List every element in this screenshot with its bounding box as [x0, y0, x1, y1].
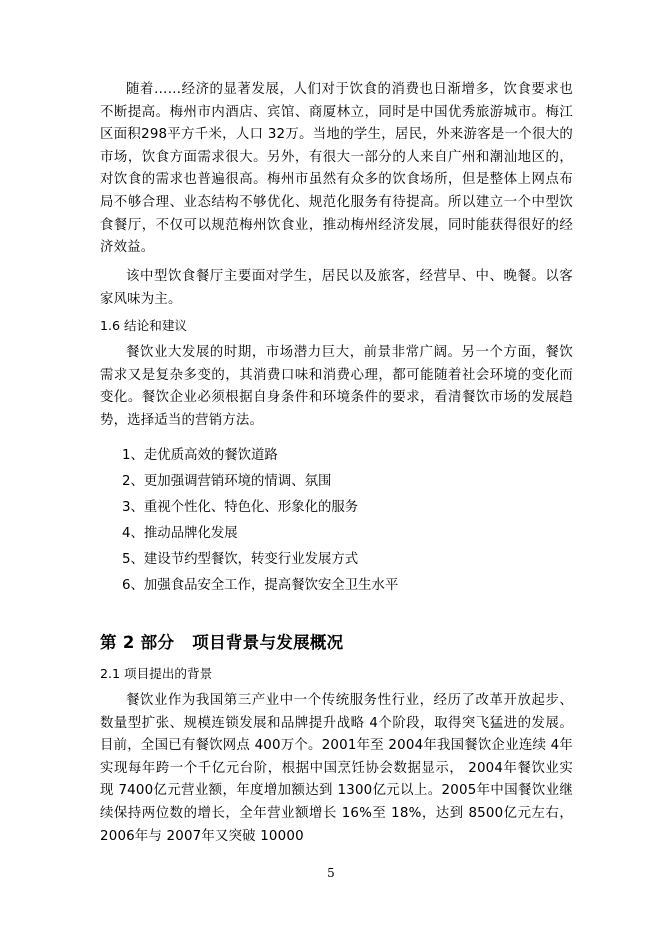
list-item: 3、重视个性化、特色化、形象化的服务	[122, 500, 359, 515]
list-item: 6、加强食品安全工作，提高餐饮安全卫生水平	[122, 578, 399, 593]
list-item: 1、走优质高效的餐饮道路	[122, 448, 278, 463]
chapter-heading	[100, 630, 343, 656]
chapter-title: 项目背景与发展概况	[192, 633, 344, 652]
section-heading-2-1: 2.1 项目提出的背景	[100, 666, 213, 681]
paragraph-target-customers: 该中型饮食餐厅主要面对学生，居民以及旅客，经营早、中、晚餐。以客家风味为主。	[100, 269, 573, 307]
section-heading-1-6: 1.6 结论和建议	[100, 318, 188, 333]
list-item: 2、更加强调营销环境的情调、氛围	[122, 474, 332, 489]
paragraph-project-background: 餐饮业作为我国第三产业中一个传统服务性行业，经历了改革开放起步、数量型扩张、规模连锁发展和品牌提升战略 4个阶段，取得突飞猛进的发展。目前，全国已有餐饮网点 400万个。2001年至 2004年我国餐饮企业连续 4年实现每年跨一个千亿元台阶，根据中国烹饪协会数据显示， 2004年餐饮业实现 7400亿元营业额，年度增加额达到 1300亿元以上。2005年中国餐饮业继续保持两位数的增长，全年营业额增长 16%至 18%，达到 8500亿元左右，2006年与 2007年又突破 10000	[100, 693, 573, 844]
list-item: 4、推动品牌化发展	[122, 526, 238, 541]
list-item: 5、建设节约型餐饮，转变行业发展方式	[122, 552, 359, 567]
page-number: 5	[327, 866, 335, 880]
paragraph-market-background: 随着……经济的显著发展，人们对于饮食的消费也日渐增多，饮食要求也不断提高。梅州市内酒店、宾馆、商厦林立，同时是中国优秀旅游城市。梅江区面积298平方千米，人口 32万。当地的学生，居民，外来游客是一个很大的市场，饮食方面需求很大。另外，有很大一部分的人来自广州和潮汕地区的，对饮食的需求也普遍很高。梅州市虽然有众多的饮食场所，但是整体上网点布局不够合理、业态结构不够优化、规范化服务有待提高。所以建立一个中型饮食餐厅，不仅可以规范梅州饮食业，推动梅州经济发展，同时能获得很好的经济效益。	[100, 82, 573, 256]
paragraph-conclusion: 餐饮业大发展的时期，市场潜力巨大，前景非常广阔。另一个方面，餐饮需求又是复杂多变的，其消费口味和消费心理，都可能随着社会环境的变化而变化。餐饮企业必须根据自身条件和环境条件的要求，看清餐饮市场的发展趋势，选择适当的营销方法。	[100, 345, 573, 428]
chapter-number: 第 2 部分	[100, 633, 175, 652]
